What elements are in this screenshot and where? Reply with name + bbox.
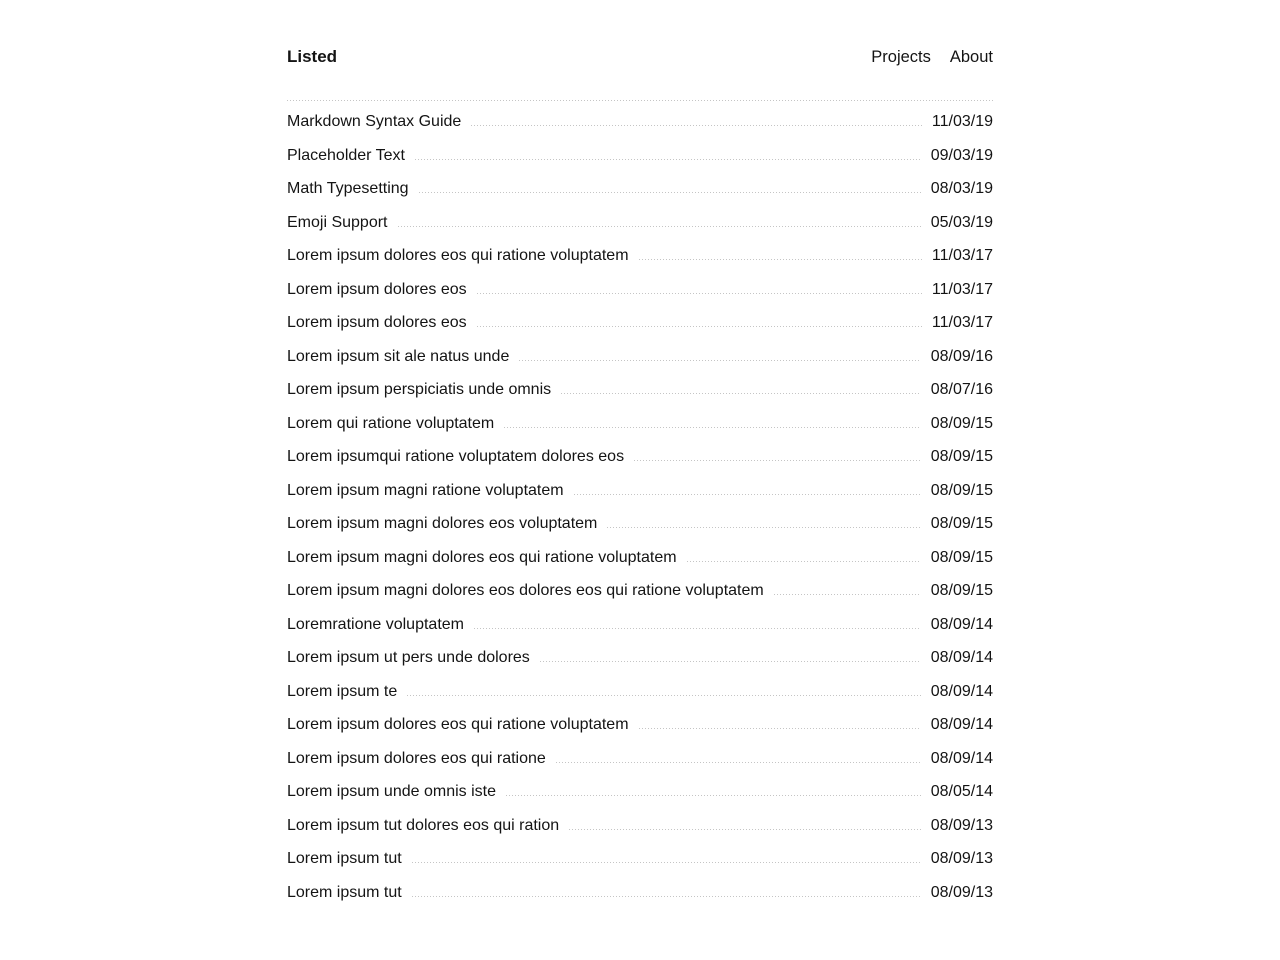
post-date: 05/03/19	[930, 213, 993, 231]
dotted-leader	[506, 795, 921, 796]
list-item[interactable]	[287, 446, 993, 469]
content-container	[287, 0, 993, 904]
post-date: 08/09/15	[930, 582, 993, 599]
dotted-leader	[639, 728, 921, 729]
post-date: 08/09/16	[930, 347, 993, 365]
post-date: 08/09/15	[930, 548, 993, 566]
post-title-link[interactable]: Lorem ipsum dolores eos qui ratione	[287, 749, 546, 767]
post-title-link[interactable]: Math Typesetting	[287, 180, 409, 197]
post-date: 11/03/17	[931, 247, 993, 264]
dotted-leader	[415, 159, 921, 160]
post-title-link[interactable]: Lorem ipsum dolores eos qui ratione voluptatem	[287, 247, 629, 264]
dotted-leader	[398, 226, 921, 227]
list-item[interactable]	[287, 245, 993, 268]
post-title-link[interactable]: Lorem qui ratione voluptatem	[287, 414, 495, 432]
dotted-leader	[477, 326, 922, 327]
post-date: 08/09/14	[930, 716, 993, 733]
post-title-link[interactable]: Lorem ipsum tut	[287, 883, 402, 901]
dotted-leader	[419, 192, 921, 193]
dotted-leader	[407, 695, 920, 696]
list-item[interactable]	[287, 312, 993, 335]
post-date: 08/09/14	[930, 649, 993, 666]
dotted-leader	[412, 896, 921, 897]
dotted-leader	[556, 762, 921, 763]
post-title-link[interactable]: Lorem ipsum magni dolores eos qui ratione voluptatem	[287, 548, 677, 566]
dotted-leader	[471, 125, 922, 126]
post-date: 11/03/19	[931, 113, 993, 130]
list-item[interactable]	[287, 815, 993, 838]
post-date: 08/09/15	[930, 515, 993, 532]
post-title-link[interactable]: Lorem ipsum dolores eos	[287, 280, 467, 298]
header-divider	[287, 100, 993, 101]
post-title-link[interactable]: Lorem ipsum ut pers unde dolores	[287, 649, 530, 666]
list-item[interactable]	[287, 614, 993, 637]
post-date: 08/09/15	[930, 481, 993, 499]
list-item[interactable]	[287, 681, 993, 704]
list-item[interactable]	[287, 882, 993, 905]
dotted-leader	[774, 594, 921, 595]
post-date: 08/09/14	[930, 682, 993, 700]
post-title-link[interactable]: Placeholder Text	[287, 146, 405, 164]
list-item[interactable]	[287, 647, 993, 670]
post-date: 08/05/14	[930, 783, 993, 800]
list-item[interactable]	[287, 379, 993, 402]
post-title-link[interactable]: Lorem ipsum unde omnis iste	[287, 783, 496, 800]
list-item[interactable]	[287, 513, 993, 536]
site-header	[287, 44, 993, 70]
post-title-link[interactable]: Lorem ipsum perspiciatis unde omnis	[287, 381, 552, 398]
dotted-leader	[504, 427, 920, 428]
list-item[interactable]	[287, 413, 993, 436]
post-date: 11/03/17	[931, 280, 993, 298]
dotted-leader	[607, 527, 920, 528]
dotted-leader	[634, 460, 921, 461]
dotted-leader	[569, 829, 921, 830]
dotted-leader	[639, 259, 922, 260]
post-date: 08/07/16	[930, 381, 993, 398]
post-date: 08/09/14	[930, 615, 993, 633]
post-title-link[interactable]: Emoji Support	[287, 213, 388, 231]
post-title-link[interactable]: Lorem ipsum tut	[287, 850, 402, 867]
list-item[interactable]	[287, 848, 993, 871]
dotted-leader	[519, 360, 920, 361]
post-date: 08/09/13	[930, 816, 993, 834]
list-item[interactable]	[287, 346, 993, 369]
post-title-link[interactable]: Lorem ipsum sit ale natus unde	[287, 347, 510, 365]
post-title-link[interactable]: Lorem ipsum magni dolores eos dolores eos qui ratione voluptatem	[287, 582, 764, 599]
list-item[interactable]	[287, 748, 993, 771]
dotted-leader	[687, 561, 921, 562]
dotted-leader	[540, 661, 921, 662]
post-date: 08/09/14	[930, 749, 993, 767]
list-item[interactable]	[287, 781, 993, 804]
dotted-leader	[474, 628, 921, 629]
post-date: 08/09/15	[930, 414, 993, 432]
list-item[interactable]	[287, 145, 993, 168]
post-date: 08/09/13	[930, 883, 993, 901]
post-title-link[interactable]: Lorem ipsum magni dolores eos voluptatem	[287, 515, 598, 532]
post-date: 11/03/17	[931, 314, 993, 331]
post-date: 08/09/13	[930, 850, 993, 867]
dotted-leader	[561, 393, 921, 394]
list-item[interactable]	[287, 480, 993, 503]
post-date: 08/09/15	[930, 448, 993, 465]
main-nav	[871, 45, 993, 70]
post-title-link[interactable]: Loremratione voluptatem	[287, 615, 464, 633]
nav-projects[interactable]: Projects	[871, 48, 931, 66]
dotted-leader	[574, 494, 921, 495]
dotted-leader	[412, 862, 921, 863]
list-item[interactable]	[287, 212, 993, 235]
post-title-link[interactable]: Lorem ipsum te	[287, 682, 398, 700]
post-title-link[interactable]: Lorem ipsum dolores eos	[287, 314, 467, 331]
list-item[interactable]	[287, 580, 993, 603]
post-title-link[interactable]: Lorem ipsum magni ratione voluptatem	[287, 481, 564, 499]
list-item[interactable]	[287, 714, 993, 737]
post-date: 09/03/19	[930, 146, 993, 164]
post-date: 08/03/19	[930, 180, 993, 197]
dotted-leader	[477, 293, 922, 294]
site-title[interactable]: Listed	[287, 47, 338, 66]
list-item[interactable]	[287, 547, 993, 570]
nav-about[interactable]: About	[949, 48, 993, 66]
list-item[interactable]	[287, 279, 993, 302]
list-item[interactable]	[287, 178, 993, 201]
post-list	[287, 111, 993, 904]
post-title-link[interactable]: Lorem ipsum tut dolores eos qui ration	[287, 816, 560, 834]
post-title-link[interactable]: Lorem ipsum dolores eos qui ratione voluptatem	[287, 716, 629, 733]
post-title-link[interactable]: Lorem ipsumqui ratione voluptatem dolores eos	[287, 448, 625, 465]
list-item[interactable]	[287, 111, 993, 134]
post-title-link[interactable]: Markdown Syntax Guide	[287, 113, 462, 130]
